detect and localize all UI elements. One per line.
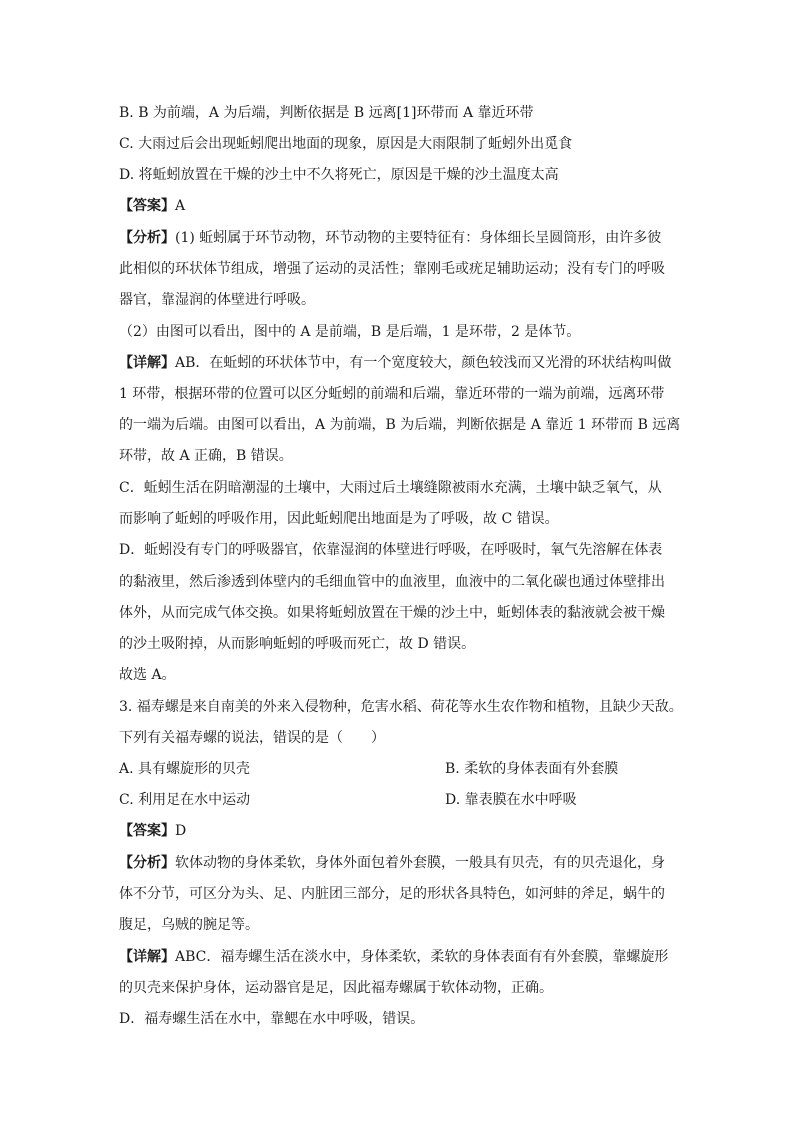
q3-detail-line: D．福寿螺生活在水中，靠鳃在水中呼吸，错误。: [119, 1011, 425, 1027]
q3-stem-line: 3. 福寿螺是来自南美的外来入侵物种，危害水稻、荷花等水生农作物和植物，且缺少天敌。: [119, 699, 683, 715]
q2-detail-line: 的沙土吸附掉，从而影响蚯蚓的呼吸而死亡，故 D 错误。: [119, 636, 476, 652]
q2-answer: 【答案】A: [119, 198, 186, 214]
section-marker: 【分析】: [119, 855, 175, 871]
q3-option-a: A. 具有螺旋形的贝壳: [119, 761, 251, 777]
q3-detail-line: 的贝壳来保护身体，运动器官是足，因此福寿螺属于软体动物，正确。: [119, 980, 553, 996]
q3-analysis-line: 体不分节，可区分为头、足、内脏团三部分，足的形状各具特色，如河蚌的斧足，蜗牛的: [119, 886, 665, 902]
q2-conclusion: 故选 A。: [119, 667, 176, 683]
q2-detail-line: 体外，从而完成气体交换。如果将蚯蚓放置在干燥的沙土中，蚯蚓体表的黏液就会被干燥: [119, 605, 665, 621]
section-marker: 【详解】: [119, 355, 175, 371]
q3-option-b: B. 柔软的身体表面有外套膜: [445, 761, 619, 777]
q3-stem-line: 下列有关福寿螺的说法，错误的是（ ）: [119, 730, 385, 746]
q3-option-c: C. 利用足在水中运动: [119, 792, 251, 808]
section-marker: 【答案】: [119, 198, 175, 214]
q2-detail-line: 1 环带，根据环带的位置可以区分蚯蚓的前端和后端，靠近环带的一端为前端，远离环带: [119, 386, 665, 402]
q3-analysis-line: 腹足，乌贼的腕足等。: [119, 917, 259, 933]
q2-option-d: D. 将蚯蚓放置在干燥的沙土中不久将死亡，原因是干燥的沙土温度太高: [119, 167, 559, 183]
q2-detail-line: 而影响了蚯蚓的呼吸作用，因此蚯蚓爬出地面是为了呼吸，故 C 错误。: [119, 511, 559, 527]
q2-option-c: C. 大雨过后会出现蚯蚓爬出地面的现象，原因是大雨限制了蚯蚓外出觅食: [119, 136, 573, 152]
q2-detail-line: 的黏液里，然后渗透到体壁内的毛细血管中的血液里，血液中的二氧化碳也通过体壁排出: [119, 574, 665, 590]
q3-detail-line: 【详解】ABC．福寿螺生活在淡水中，身体柔软，柔软的身体表面有有外套膜，靠螺旋形: [119, 949, 669, 965]
q2-detail-line: D．蚯蚓没有专门的呼吸器官，依靠湿润的体壁进行呼吸，在呼吸时，氧气先溶解在体表: [119, 542, 663, 558]
q2-detail-line: 【详解】AB．在蚯蚓的环状体节中，有一个宽度较大，颜色较浅而又光滑的环状结构叫做: [119, 355, 672, 371]
q2-analysis-line: 此相似的环状体节组成，增强了运动的灵活性；靠刚毛或疣足辅助运动；没有专门的呼吸: [119, 261, 665, 277]
section-marker: 【详解】: [119, 949, 175, 965]
q2-analysis-line: 器官，靠湿润的体壁进行呼吸。: [119, 292, 315, 308]
q3-option-d: D. 靠表膜在水中呼吸: [445, 792, 577, 808]
section-marker: 【分析】: [119, 230, 175, 246]
q2-analysis-line: 【分析】(1) 蚯蚓属于环节动物，环节动物的主要特征有：身体细长呈圆筒形，由许多彼: [119, 230, 662, 246]
q2-detail-line: 环带，故 A 正确，B 错误。: [119, 448, 293, 464]
q2-detail-line: 的一端为后端。由图可以看出，A 为前端，B 为后端，判断依据是 A 靠近 1 环带而 B 远离: [119, 417, 681, 433]
section-marker: 【答案】: [119, 823, 175, 839]
q2-option-b: B. B 为前端，A 为后端，判断依据是 B 远离[1]环带而 A 靠近环带: [119, 105, 534, 121]
q3-answer: 【答案】D: [119, 823, 187, 839]
q2-analysis-line: （2）由图可以看出，图中的 A 是前端，B 是后端，1 是环带，2 是体节。: [119, 324, 581, 340]
q3-analysis-line: 【分析】软体动物的身体柔软，身体外面包着外套膜，一般具有贝壳，有的贝壳退化，身: [119, 855, 665, 871]
q2-detail-line: C．蚯蚓生活在阴暗潮湿的土壤中，大雨过后土壤缝隙被雨水充满，土壤中缺乏氧气，从: [119, 480, 662, 496]
